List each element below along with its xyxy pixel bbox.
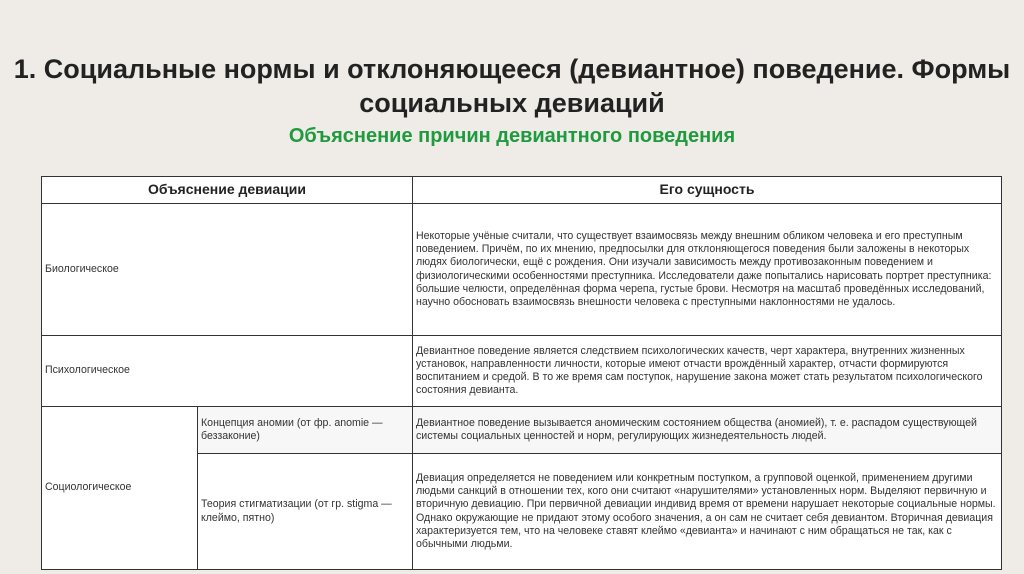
row-description: Девиация определяется не поведением или конкретным поступком, а групповой оценкой, применением другими людьми санкций в отношении тех, кого они считают «нарушителями» установленных норм. Выделяют первичную и вторичную девиацию. При первичной девиации индивид время от времени нарушает некоторые социальные нормы. Однако окружающие не придают этому особого значения, а он сам не считает себя девиантом. Вторичная девиация характеризуется тем, что на человеке ставят клеймо «девианта» и начинают с ним обращаться не так, как с обычными людьми. <box>413 454 1002 570</box>
table-header-row <box>42 177 1002 204</box>
deviation-table <box>41 176 1002 570</box>
table-row <box>42 204 1002 336</box>
subrow-name: Концепция аномии (от фр. anomie — беззаконие) <box>198 407 413 454</box>
header-explanation: Объяснение девиации <box>42 177 413 204</box>
subrow-name: Теория стигматизации (от гр. stigma — клеймо, пятно) <box>198 454 413 570</box>
table-row <box>42 407 1002 454</box>
row-type: Социологическое <box>42 407 198 570</box>
header-essence: Его сущность <box>413 177 1002 204</box>
slide-subtitle: Объяснение причин девиантного поведения <box>288 125 736 147</box>
row-description: Девиантное поведение вызывается аномическим состоянием общества (аномией), т. е. распадом существующей системы социальных ценностей и норм, регулирующих жизнедеятельность людей. <box>413 407 1002 454</box>
slide-title: 1. Социальные нормы и отклоняющееся (девиантное) поведение. Формы социальных девиаций <box>13 54 1011 118</box>
row-type: Биологическое <box>42 204 413 336</box>
table-row <box>42 336 1002 407</box>
row-type: Психологическое <box>42 336 413 407</box>
row-description: Девиантное поведение является следствием психологических качеств, черт характера, внутренних жизненных установок, направленности личности, которые имеют отчасти врождённый характер, отчасти формируются воспитанием и средой. В то же время сам поступок, нарушение закона может стать результатом психологического состояния девианта. <box>413 336 1002 407</box>
row-description: Некоторые учёные считали, что существует взаимосвязь между внешним обликом человека и его преступным поведением. Причём, по их мнению, предпосылки для отклоняющегося поведения были заложены в некоторых людях биологически, ещё с рождения. Они изучали зависимость между противозаконным поведением и физиологическими особенностями преступника. Исследователи даже попытались нарисовать портрет преступника: большие челюсти, определённая форма черепа, густые брови. Несмотря на масштаб проведённых исследований, научно обосновать взаимосвязь внешности человека с преступными наклонностями не удалось. <box>413 204 1002 336</box>
